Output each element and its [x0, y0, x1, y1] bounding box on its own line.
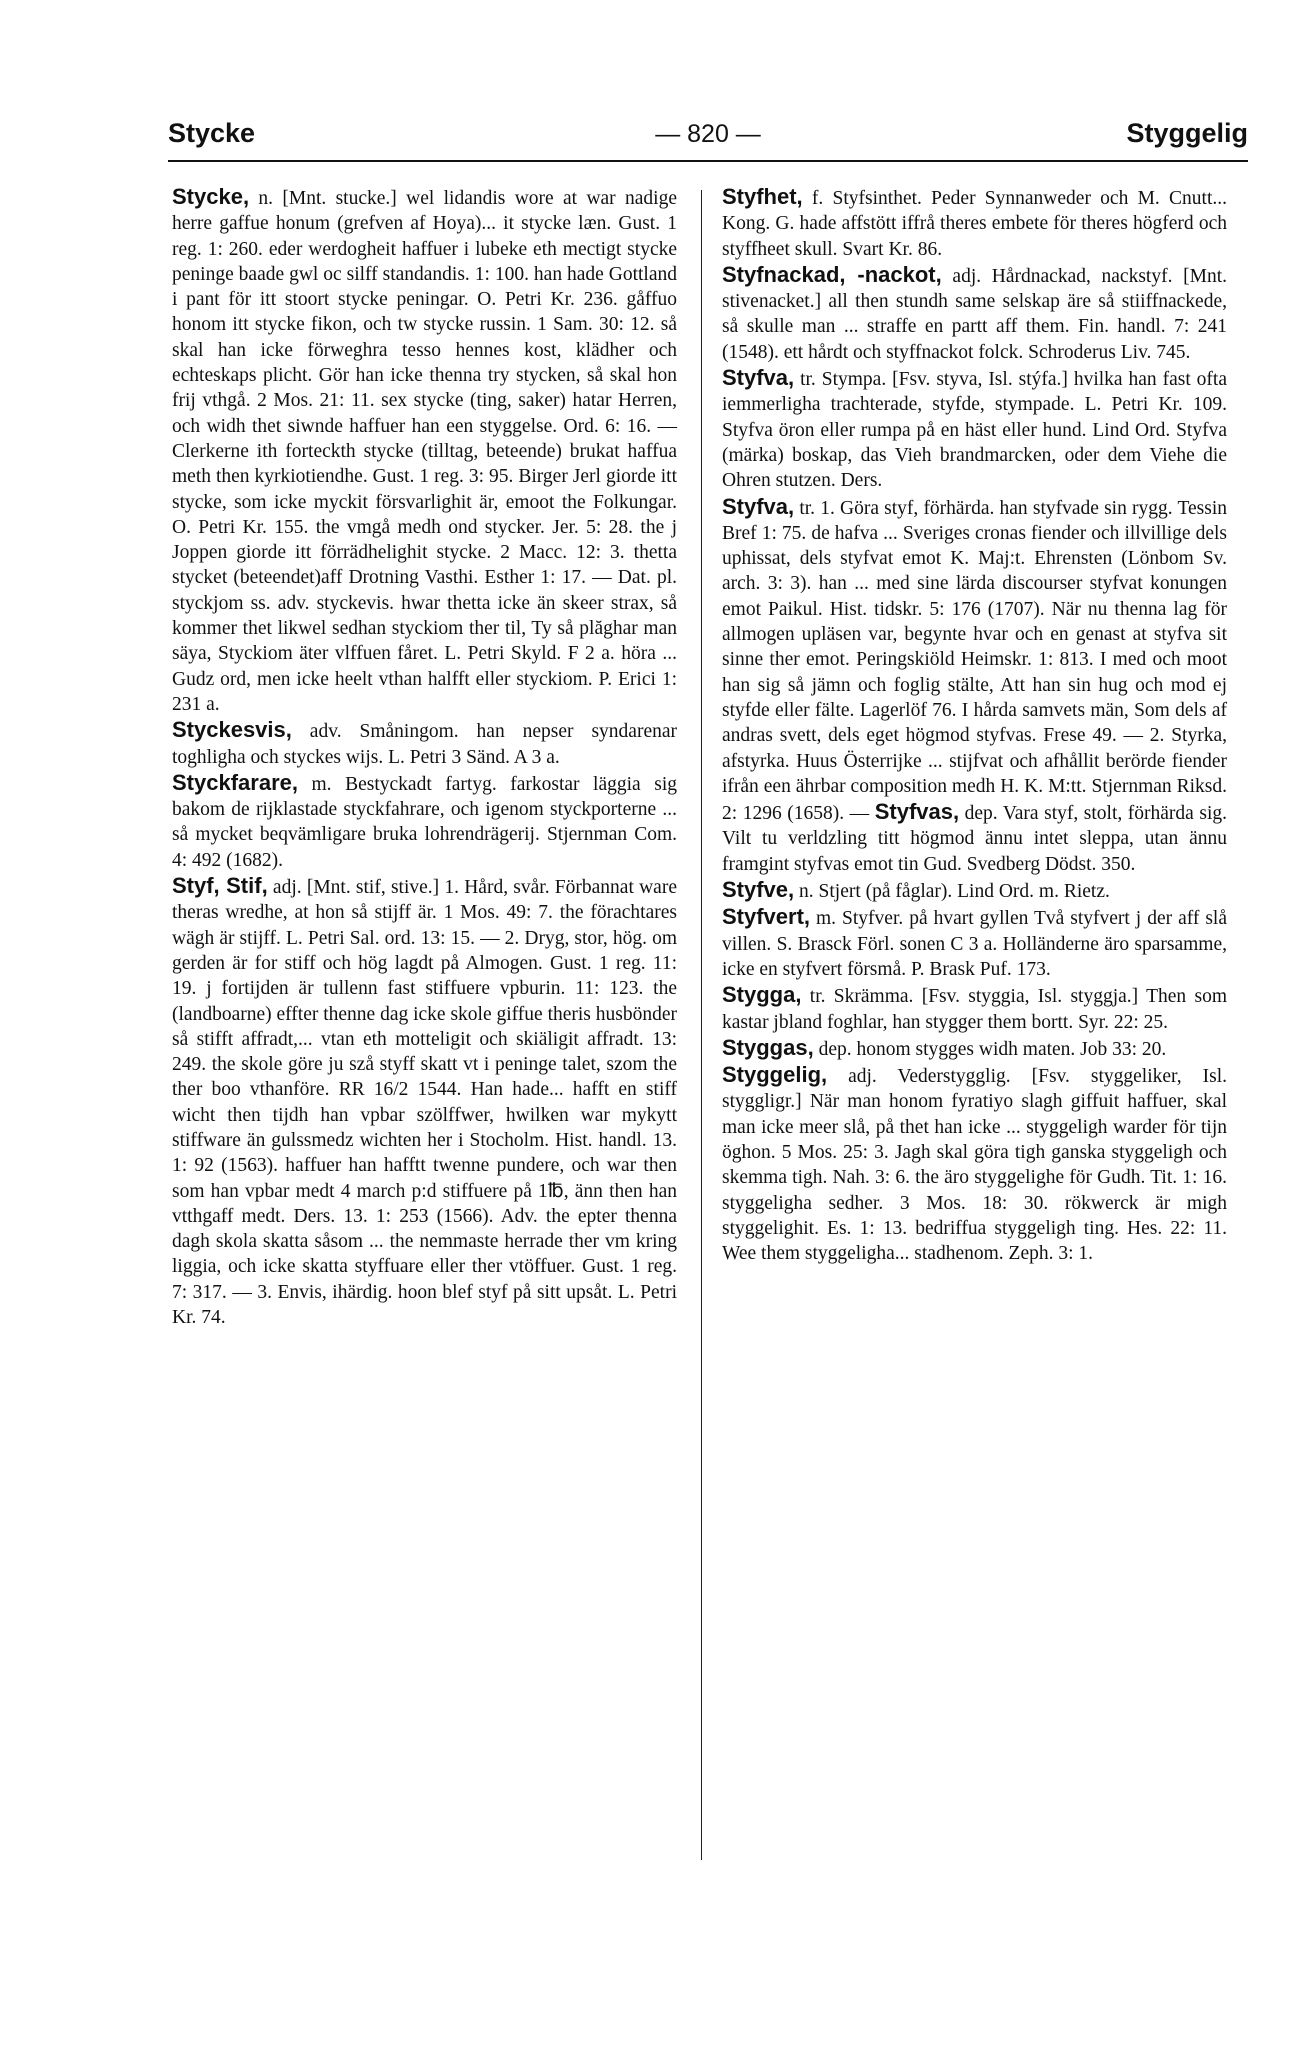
entry-styckesvis: [172, 717, 677, 770]
headword: Styfvert,: [722, 904, 811, 930]
entry-styggelig: [722, 1062, 1227, 1266]
headword: Styf, Stif,: [172, 873, 268, 899]
entry-styfva-1: [722, 365, 1227, 493]
entry-styf: [172, 873, 677, 1330]
entry-text: m. Styfver. på hvart gyllen Två styfvert j der aff slå villen. S. Brasck Förl. sonen C 3 a. Holländerne äro sparsamme, icke en styfvert försmå. P. Brask Puf. 173.: [722, 908, 1227, 980]
entry-text: n. [Mnt. stucke.] wel lidandis wore at war nadige herre gaffue honum (grefven af Hoya)... it stycke læn. Gust. 1 reg. 1: 260. eder werdogheit haffuer i lubeke eth mectigt stycke peninge baade gwl oc silff standandis. 1: 100. han hade Gottland i pant för itt stoort stycke peningar. O. Petri Kr. 236. gåffuo honom itt stycke fikon, och tw stycke russin. 1 Sam. 30: 12. så skal han icke förweghra tesso hennes kost, klädher och echteskaps plicht. Gör han icke thenna try stycken, så skal hon frij vthgå. 2 Mos. 21: 11. sex stycke (ting, saker) hatar Herren, och widh thet siwnde haffuer han een styggelse. Ord. 6: 16. — Clerkerne ith forteckth stycke (tilltag, beteende) brukat haffua meth then kyrkiotiendhe. Gust. 1 reg. 3: 95. Birger Jerl giorde itt stycke, som icke myckit försvarlighit är, emoot the Folkungar. O. Petri Kr. 155. the vmgå medh ond stycker. Jer. 5: 28. the j Joppen giorde itt förrädhelighit stycke. 2 Macc. 12: 3. thetta stycket (beteendet)aff Drotning Vasthi. Esther 1: 17. — Dat. pl. styckjom ss. adv. styckevis. hwar thetta icke än skeer strax, så kommer thet likwel sedhan styckiom ther til, Ty så plăghar man säya, Styckiom äter vlffuen fåret. L. Petri Skyld. F 2 a. höra ... Gudz ord, men icke heelt vthan halfft eller styckiom. P. Erici 1: 231 a.: [172, 188, 677, 715]
headword: Styfnackad, -nackot,: [722, 261, 942, 287]
headword: Styggelig,: [722, 1062, 828, 1088]
headword: Styckfarare,: [172, 769, 298, 795]
left-column: [172, 184, 677, 1330]
entry-text: adv. Småningom. han nepser syndarenar toghligha och styckes wijs. L. Petri 3 Sänd. A 3 a.: [172, 721, 677, 768]
entry-text: tr. 1. Göra styf, förhärda. han styfvade sin rygg. Tessin Bref 1: 75. de hafva ... Sveriges cronas fiender och illvillige dels uphissat, dels styfvat emot K. Maj:t. Ehrensten (Lönbom Sv. arch. 3: 3). han ... med sine lärda discourser styfvat konungen emot Paikul. Hist. tidskr. 5: 176 (1707). När nu thenna lag för allmogen upläsen var, begynte hvar och en genast at styfva sit sinne ther emot. Peringskiöld Heimskr. 1: 813. I med och moot han sig så jämn och foglig stälte, Att han sin hug och mod ej styfde eller fälte. Lagerlöf 76. I hårda samvets män, Som dels af andras svett, dels eget högmod styfvas. Frese 49. — 2. Styrka, afstyrka. Huus Österrijke ... stijfvat och afhållit berörde fiender ifrån een ährbar composition medh H. K. M:tt. Stjernman Riksd. 2: 1296 (1658). —: [722, 497, 1227, 825]
headword: Styfvas,: [874, 799, 960, 825]
entry-styfvert: [722, 904, 1227, 982]
entry-text: m. Bestyckadt fartyg. farkostar läggia sig bakom de rijklastade styckfahrare, och igenom styckporterne ... så mycket beqvämligare bruka lohrendrägerij. Stjernman Com. 4: 492 (1682).: [172, 773, 677, 871]
entry-stygga: [722, 982, 1227, 1035]
page-header: [168, 112, 1248, 162]
header-first-headword: Stycke: [168, 118, 256, 148]
entry-styckfarare: [172, 770, 677, 873]
right-column: [722, 184, 1227, 1266]
headword: Styggas,: [722, 1034, 814, 1060]
entry-text: tr. Stympa. [Fsv. styva, Isl. stýfa.] hvilka han fast ofta iemmerligha trachterade, styfde, stympade. L. Petri Kr. 109. Styfva öron eller rumpa på en häst eller hund. Lind Ord. Styfva (märka) boskap, das Vieh brandmarcken, oder dem Viehe die Ohren stutzen. Ders.: [722, 369, 1227, 492]
entry-styfnackad: [722, 262, 1227, 365]
entry-stycke: [172, 184, 677, 717]
entry-text: f. Styfsinthet. Peder Synnanweder och M. Cnutt... Kong. G. hade affstött iffrå theres embete för theres högferd och styffheet skull. Svart Kr. 86.: [722, 188, 1227, 260]
entry-styfva-2: [722, 494, 1227, 877]
entry-text: adj. Hårdnackad, nackstyf. [Mnt. stivenacket.] all then stundh same selskap äre så stiiffnackede, så skulle man ... straffe en partt aff them. Fin. handl. 7: 241 (1548). ett hårdt och styffnackot folck. Schroderus Liv. 745.: [722, 265, 1227, 363]
entry-styggas: [722, 1035, 1227, 1062]
entry-styfhet: [722, 184, 1227, 262]
headword: Styfva,: [722, 365, 795, 391]
headword: Stygga,: [722, 982, 802, 1008]
entry-text: dep. Vara styf, stolt, förhärda sig. Vilt tu verldzling titt högmod ännu intet sleppa, utan ännu framgint styfvas emot tin Gud. Svedberg Dödst. 350.: [722, 803, 1228, 875]
entry-text: dep. honom stygges widh maten. Job 33: 20.: [813, 1038, 1167, 1060]
headword: Styckesvis,: [172, 717, 292, 743]
entry-text: adj. [Mnt. stif, stive.] 1. Hård, svår. Förbannat ware theras wredhe, at hon så stijff är. 1 Mos. 49: 7. the förachtares wägh är stijff. L. Petri Sal. ord. 13: 15. — 2. Dryg, stor, hög. om gerden är for stiff och hög lagdt på Almogen. Gust. 1 reg. 11: 19. j fortijden är tullenn fast stiffuere vpburin. 11: 123. the (landboarne) effter thenne dag icke skole giffue theris husbönder så stifft affradt,... vtan eth motteligit och skiäligit affradt. 13: 249. the skole göre ju szå styff skatt vt i peninge talet, szom the ther boo vthanföre. RR 16/2 1544. Han hade... hafft en stiff wicht then tijdh han vpbar szölffwer, hwilken war mykytt stiffware än gulssmedz wichten her i Stocholm. Hist. handl. 13. 1: 92 (1563). haffuer han hafftt twenne pundere, och war then som han vpbar medt 4 march p:d stiffuere på 1℔, änn then han vtthgaff medt. Ders. 13. 1: 253 (1566). Adv. the epter thenna dagh skola skatta såsom ... the nemmaste herrade ther vm kring liggia, och icke skatta styffuare eller ther vtöffuer. Gust. 1 reg. 7: 317. — 3. Envis, ihärdig. hoon blef styf på sitt upsåt. L. Petri Kr. 74.: [172, 877, 678, 1329]
header-last-headword: Styggelig: [1126, 118, 1248, 148]
entry-text: n. Stjert (på fåglar). Lind Ord. m. Rietz.: [794, 881, 1110, 903]
headword: Styfve,: [722, 877, 795, 903]
column-divider: [701, 190, 702, 1860]
page-number: — 820 —: [655, 120, 761, 148]
entry-text: adj. Vederstygglig. [Fsv. styggeliker, Isl. styggligr.] När man honom fyratiyo slagh giffuit haffuer, skal man icke meer slå, på thet han icke ... styggeligh warder för tijn öghon. 5 Mos. 25: 3. Jagh skal göra tigh ganska styggeligh och skemma tigh. Nah. 3: 6. the äro styggelighe för Gudh. Tit. 1: 16. styggeligha sedher. 3 Mos. 18: 30. rökwerck är migh styggelighit. Es. 1: 13. bedriffua styggeligh ting. Hes. 22: 11. Wee them styggeligha... stadhenom. Zeph. 3: 1.: [722, 1066, 1227, 1265]
entry-styfve: [722, 877, 1227, 904]
entry-text: tr. Skrämma. [Fsv. styggia, Isl. styggja.] Then som kastar jbland foghlar, han stygger them bortt. Syr. 22: 25.: [722, 986, 1227, 1033]
headword: Styfva,: [722, 493, 795, 519]
headword: Stycke,: [172, 184, 250, 209]
headword: Styfhet,: [722, 184, 803, 209]
